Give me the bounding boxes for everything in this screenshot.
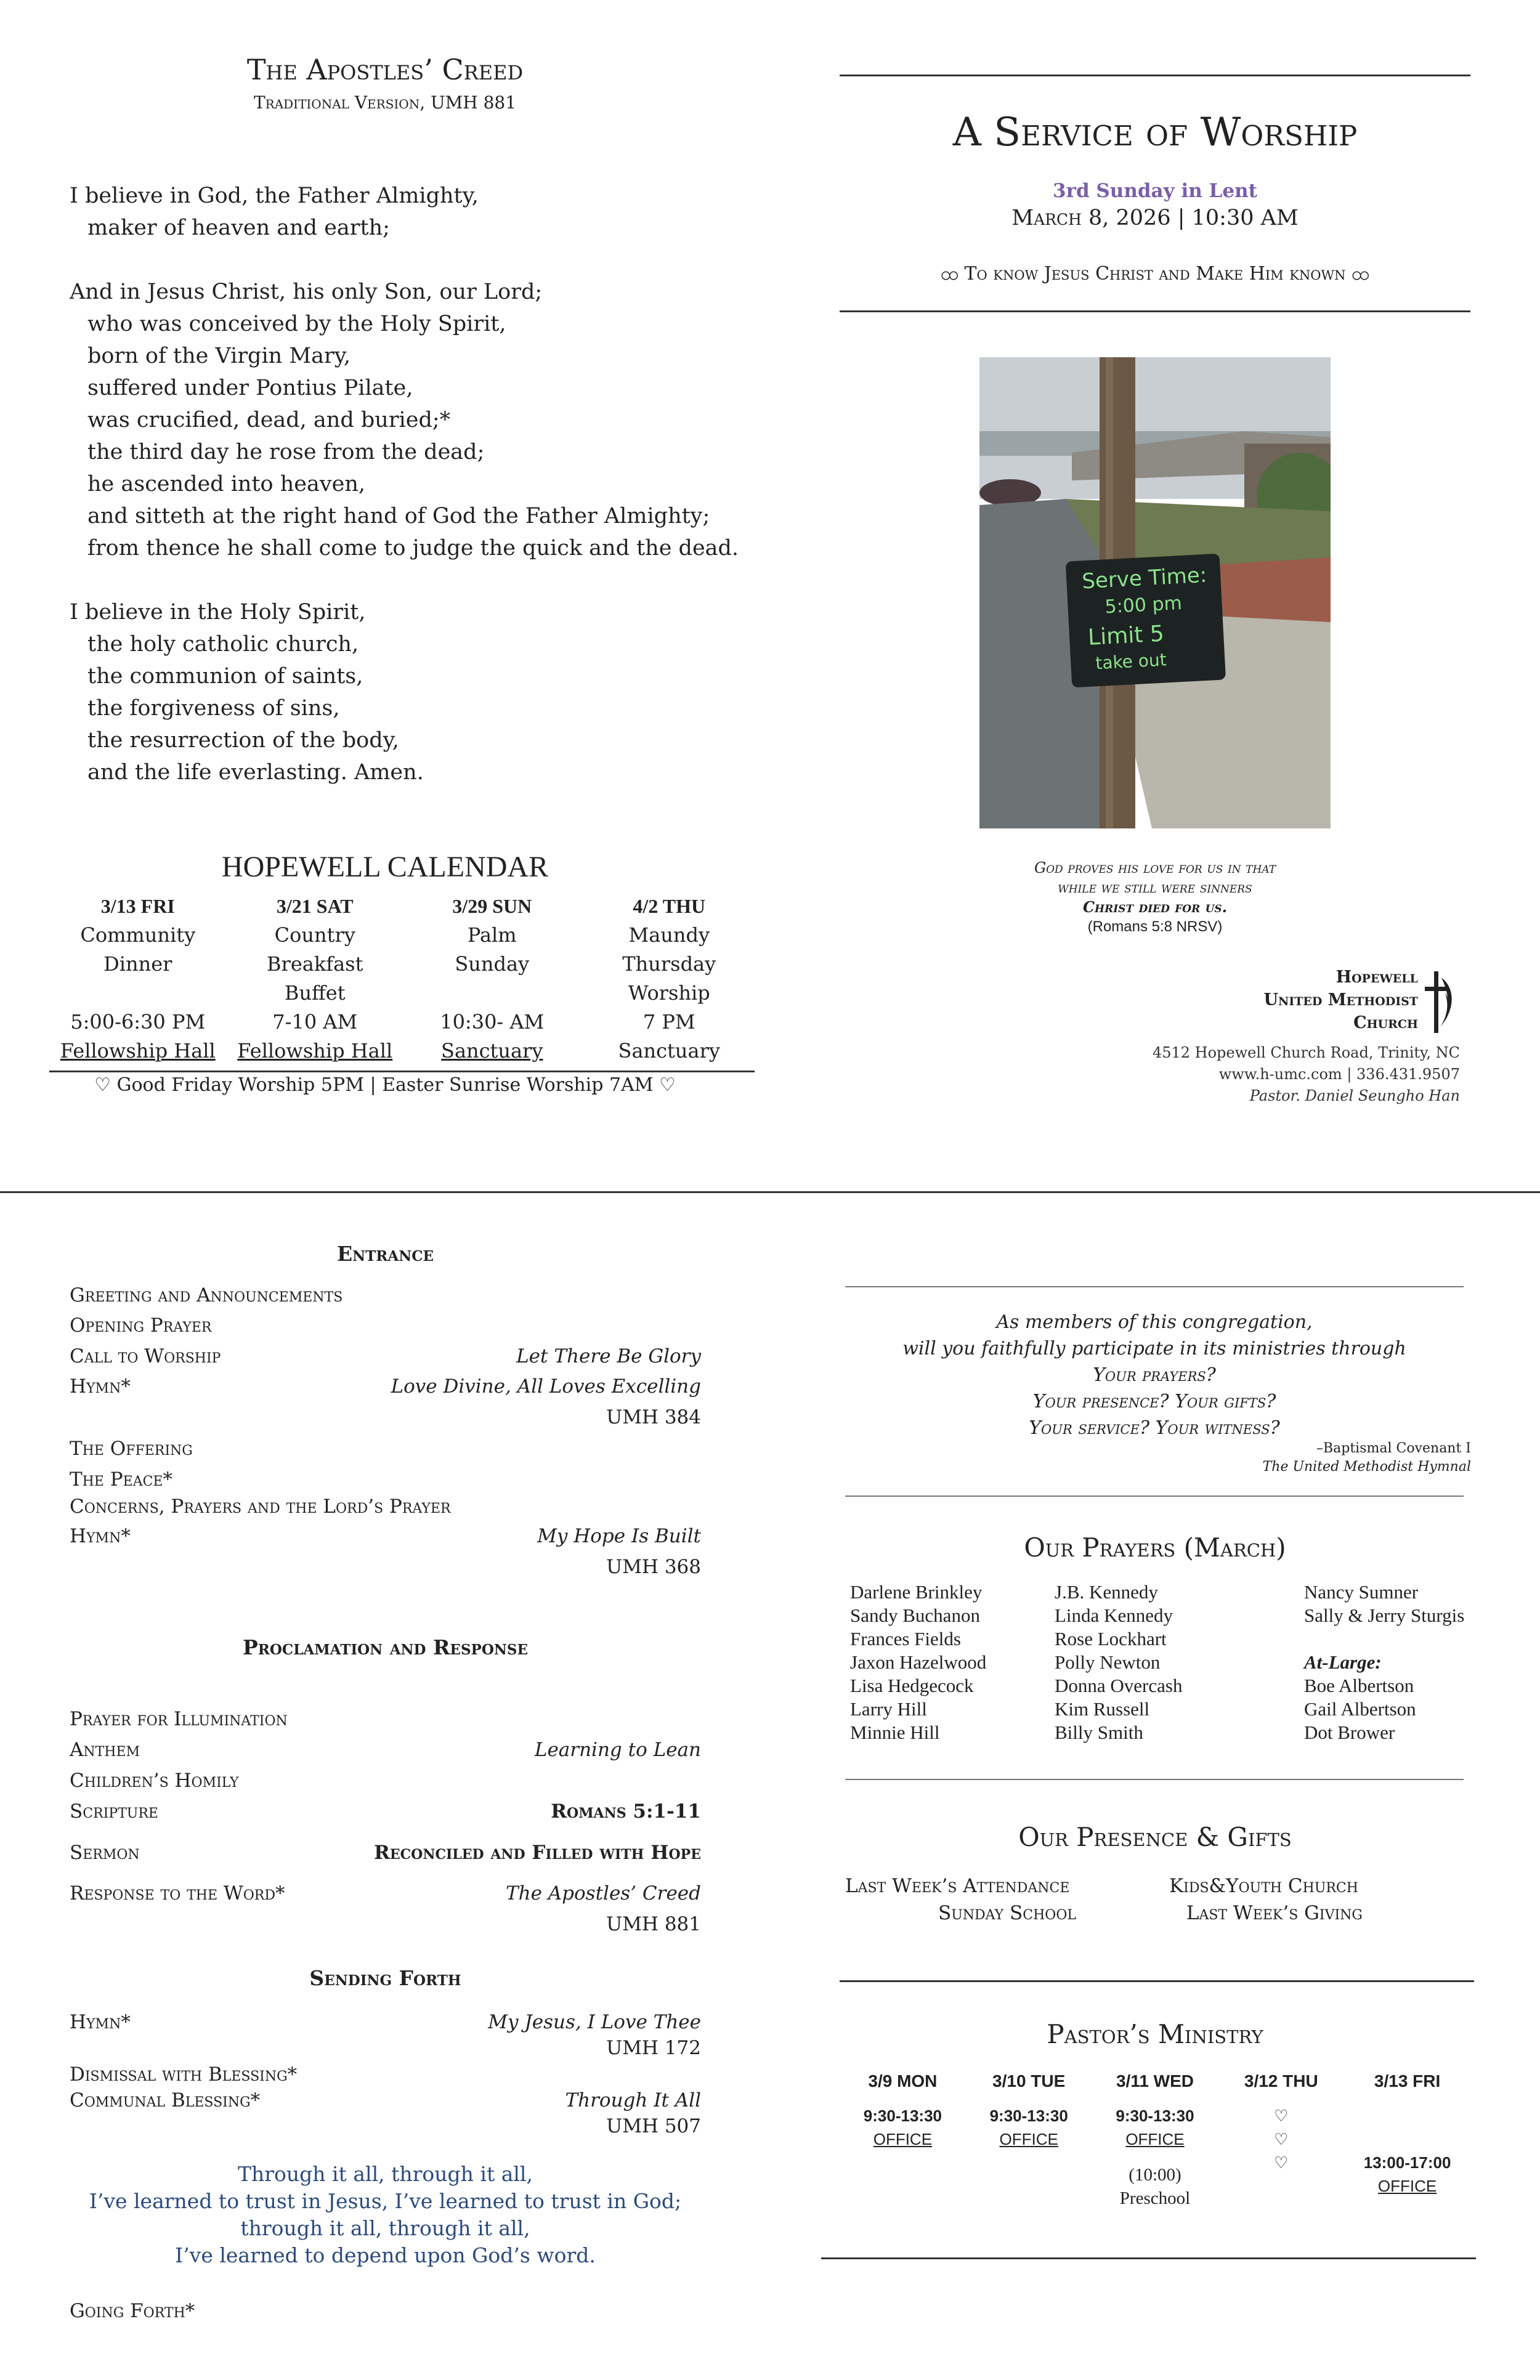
presence-divider: [840, 1980, 1474, 1982]
cover-date: March 8, 2026 | 10:30 AM: [1011, 206, 1299, 230]
event-line: Sunday: [455, 952, 530, 976]
ministry-title: Pastor’s Ministry: [1047, 2019, 1263, 2049]
cover-photo: [979, 357, 1331, 828]
cover-sunday: 3rd Sunday in Lent: [1053, 180, 1257, 202]
creed-line: the forgiveness of sins,: [87, 696, 340, 721]
church-name-line: Church: [1353, 1013, 1418, 1032]
prayer-name: Donna Overcash: [1055, 1675, 1183, 1696]
section-entrance: Entrance: [336, 1242, 434, 1266]
calendar-footer: ♡ Good Friday Worship 5PM | Easter Sunrise Worship 7AM ♡: [94, 1074, 676, 1096]
hymn-number: UMH 172: [606, 2037, 701, 2059]
item-label: Scripture: [70, 1800, 158, 1823]
item-label: Prayer for Illumination: [70, 1708, 288, 1730]
ministry-day-label: 3/12 THU: [1244, 2071, 1318, 2091]
hymn-number: UMH 507: [606, 2115, 701, 2137]
covenant-line: As members of this congregation,: [996, 1311, 1313, 1333]
prayer-name: Rose Lockhart: [1055, 1628, 1167, 1649]
ministry-day: [1218, 2070, 1344, 2210]
item-label: Concerns, Prayers and the Lord’s Prayer: [70, 1496, 451, 1518]
creed-line: the holy catholic church,: [87, 632, 359, 657]
prayer-name: Gail Albertson: [1304, 1698, 1416, 1720]
creed-line: suffered under Pontius Pilate,: [87, 376, 413, 400]
item-label: Hymn*: [70, 2011, 131, 2033]
calendar-divider: [49, 1071, 755, 1072]
ministry-day-label: 3/9 MON: [868, 2071, 938, 2091]
creed-line: I believe in the Holy Spirit,: [70, 600, 366, 625]
event-line: Maundy: [628, 923, 710, 947]
covenant-divider-bottom: [845, 1496, 1464, 1497]
item-label: The Offering: [70, 1438, 193, 1460]
ministry-time: 9:30-13:30: [863, 2107, 942, 2125]
section-proclamation: Proclamation and Response: [242, 1635, 529, 1659]
item-label: Dismissal with Blessing*: [70, 2063, 298, 2086]
cover-divider-top: [840, 75, 1470, 76]
item-title: Reconciled and Filled with Hope: [374, 1842, 701, 1864]
prayer-name: Billy Smith: [1055, 1722, 1143, 1743]
covenant-attribution: [1047, 1439, 1471, 1476]
prayers-col-1: [850, 1581, 986, 1744]
prayer-name: Jaxon Hazelwood: [850, 1651, 987, 1673]
lyric-line: I’ve learned to depend upon God’s word.: [175, 2243, 596, 2267]
ministry-office: OFFICE: [873, 2130, 933, 2148]
item-label: Hymn*: [70, 1525, 131, 1547]
ministry-time: 13:00-17:00: [1363, 2153, 1451, 2172]
ministry-day: [840, 2070, 966, 2210]
creed-line: maker of heaven and earth;: [87, 216, 390, 240]
prayer-name: Lisa Hedgecock: [850, 1675, 974, 1696]
prayer-name: Sandy Buchanon: [850, 1605, 980, 1626]
lyric-line: through it all, through it all,: [240, 2216, 530, 2240]
creed-line: and the life everlasting. Amen.: [87, 760, 424, 785]
event-line: Palm: [467, 923, 517, 947]
event-line: Breakfast: [267, 952, 363, 976]
prayer-name: Dot Brower: [1304, 1722, 1395, 1743]
ministry-extra: (10:00): [1129, 2165, 1181, 2185]
item-title: My Jesus, I Love Thee: [488, 2011, 701, 2033]
creed-line: born of the Virgin Mary,: [87, 344, 351, 368]
closing-lyrics: [70, 2161, 701, 2269]
event-time: 10:30- AM: [440, 1010, 545, 1034]
prayer-name: Linda Kennedy: [1055, 1605, 1173, 1626]
item-label: Opening Prayer: [70, 1314, 212, 1337]
ministry-day-label: 3/11 WED: [1116, 2071, 1194, 2091]
ministry-day-label: 3/10 TUE: [992, 2071, 1066, 2091]
church-address: 4512 Hopewell Church Road, Trinity, NC: [1152, 1044, 1460, 1061]
calendar-event: [581, 892, 758, 1066]
event-place: Fellowship Hall: [237, 1039, 393, 1062]
event-date: 4/2 THU: [633, 895, 706, 917]
creed-line: was crucified, dead, and buried;*: [87, 408, 451, 432]
giving-label: Last Week’s Giving: [1186, 1902, 1363, 1924]
church-pastor: Pastor. Daniel Seungho Han: [1249, 1087, 1460, 1104]
item-label: Going Forth*: [70, 2300, 195, 2322]
prayer-name: Sally & Jerry Sturgis: [1304, 1605, 1465, 1626]
event-line: Buffet: [284, 981, 346, 1005]
covenant-source: –Baptismal Covenant I: [1316, 1441, 1471, 1456]
ministry-day-label: 3/13 FRI: [1374, 2071, 1441, 2091]
item-label: Sermon: [70, 1842, 140, 1864]
event-date: 3/29 SUN: [452, 895, 532, 917]
calendar-title: HOPEWELL CALENDAR: [221, 851, 549, 883]
prayers-title: Our Prayers (March): [1024, 1532, 1286, 1563]
sign-line-1: Serve Time:: [1081, 562, 1208, 594]
item-title: Love Divine, All Loves Excelling: [391, 1375, 701, 1398]
creed-line: the resurrection of the body,: [87, 728, 399, 753]
ministry-time: 9:30-13:30: [989, 2107, 1068, 2125]
prayer-name: J.B. Kennedy: [1055, 1581, 1158, 1603]
prayer-name: Kim Russell: [1055, 1698, 1150, 1720]
ministry-day: [1092, 2070, 1218, 2210]
prayer-name: Darlene Brinkley: [850, 1581, 983, 1603]
event-place: Fellowship Hall: [60, 1039, 216, 1062]
calendar-event: [49, 892, 227, 1066]
event-place: Sanctuary: [441, 1039, 543, 1062]
event-date: 3/13 FRI: [100, 895, 175, 917]
item-label: Communal Blessing*: [70, 2089, 261, 2111]
church-name-line: Hopewell: [1335, 968, 1418, 987]
cross-and-flame-icon: [1423, 968, 1460, 1036]
lyric-line: Through it all, through it all,: [238, 2162, 533, 2186]
item-label: Call to Worship: [70, 1345, 221, 1367]
event-date: 3/21 SAT: [276, 895, 354, 917]
creed-line: who was conceived by the Holy Spirit,: [87, 312, 506, 336]
ministry-day: [1344, 2070, 1470, 2210]
hymn-number: UMH 881: [606, 1913, 701, 1935]
church-web: www.h-umc.com | 336.431.9507: [1218, 1066, 1460, 1083]
creed-line: the communion of saints,: [87, 664, 363, 689]
prayer-name: Polly Newton: [1055, 1651, 1161, 1673]
creed-line: I believe in God, the Father Almighty,: [70, 184, 479, 208]
item-label: The Peace*: [70, 1468, 172, 1491]
heart-icon: ♡: [1274, 2130, 1289, 2148]
ministry-office: OFFICE: [1125, 2130, 1185, 2148]
prayer-name: Minnie Hill: [850, 1722, 940, 1743]
hymn-number: UMH 384: [606, 1406, 701, 1428]
prayer-name: Larry Hill: [850, 1698, 927, 1720]
cover-divider-bottom: [840, 310, 1470, 312]
page-split-divider: [0, 1191, 1540, 1193]
ministry-schedule: [840, 2070, 1470, 2210]
calendar-grid: [49, 892, 758, 1066]
cover-verse: [840, 858, 1470, 937]
covenant-divider-top: [845, 1286, 1464, 1287]
creed-title: The Apostles’ Creed: [246, 53, 524, 86]
item-title: Learning to Lean: [534, 1739, 701, 1761]
event-place: Sanctuary: [618, 1039, 720, 1062]
item-title: My Hope Is Built: [537, 1525, 701, 1547]
event-time: 5:00-6:30 PM: [70, 1010, 206, 1034]
item-label: Greeting and Announcements: [70, 1284, 343, 1306]
ministry-time: 9:30-13:30: [1116, 2107, 1194, 2125]
prayers-col-3: [1304, 1581, 1464, 1744]
sign-line-2: 5:00 pm: [1104, 592, 1183, 618]
prayers-col-2: [1055, 1581, 1182, 1744]
ministry-office: OFFICE: [1377, 2177, 1437, 2195]
event-line: [403, 979, 581, 1008]
event-line: Worship: [628, 981, 710, 1005]
ministry-office: OFFICE: [999, 2130, 1058, 2148]
covenant-line: will you faithfully participate in its ministries through: [902, 1338, 1406, 1359]
event-time: 7-10 AM: [272, 1010, 358, 1034]
creed-line: he ascended into heaven,: [87, 472, 365, 496]
event-line: Dinner: [103, 952, 172, 976]
calendar-event: [227, 892, 404, 1066]
sunday-school-label: Sunday School: [938, 1902, 1076, 1924]
item-label: Response to the Word*: [70, 1882, 285, 1904]
creed-line: And in Jesus Christ, his only Son, our Lord;: [70, 280, 543, 304]
event-line: Thursday: [622, 952, 716, 976]
presence-title: Our Presence & Gifts: [1018, 1822, 1292, 1852]
ministry-day: [966, 2070, 1092, 2210]
item-title: Romans 5:1-11: [551, 1800, 701, 1823]
heart-icon: ♡: [1274, 2153, 1289, 2172]
heart-icon: ♡: [1274, 2107, 1289, 2125]
creed-line: the third day he rose from the dead;: [87, 440, 485, 464]
ministry-extra: Preschool: [1119, 2188, 1191, 2208]
at-large-label: At-Large:: [1304, 1651, 1382, 1673]
attendance-label: Last Week’s Attendance: [845, 1875, 1070, 1897]
hymn-number: UMH 368: [606, 1556, 701, 1578]
creed-line: and sitteth at the right hand of God the Father Almighty;: [87, 504, 710, 528]
creed-subtitle: Traditional Version, UMH 881: [253, 92, 517, 113]
item-label: Anthem: [70, 1739, 140, 1761]
item-label: Hymn*: [70, 1375, 131, 1398]
calendar-event: [403, 892, 581, 1066]
church-name-line: United Methodist: [1263, 990, 1418, 1010]
lyric-line: I’ve learned to trust in Jesus, I’ve learned to trust in God;: [89, 2189, 682, 2213]
event-time: 7 PM: [642, 1010, 695, 1034]
item-label: Children’s Homily: [70, 1770, 239, 1792]
verse-line: God proves his love for us in that: [1034, 859, 1276, 876]
sign-line-3: Limit 5: [1087, 621, 1165, 650]
covenant-line: Your presence? Your gifts?: [1032, 1391, 1276, 1412]
section-sending: Sending Forth: [309, 1966, 461, 1990]
verse-reference: (Romans 5:8 NRSV): [1087, 918, 1223, 935]
sign-line-4: take out: [1095, 649, 1167, 674]
creed-text: [70, 180, 739, 788]
cover-title: A Service of Worship: [952, 110, 1358, 155]
church-name: [1158, 966, 1418, 1034]
kids-youth-label: Kids&Youth Church: [1169, 1875, 1358, 1897]
verse-line: Christ died for us.: [1082, 898, 1228, 916]
ministry-divider: [821, 2257, 1476, 2259]
verse-line: while we still were sinners: [1058, 879, 1252, 896]
cover-mission: ထ To know Jesus Christ and Make Him known ထ: [941, 263, 1369, 285]
event-line: Community: [80, 923, 196, 947]
event-line: [49, 979, 227, 1008]
covenant-line: Your prayers?: [1093, 1364, 1216, 1386]
covenant-hymnal: The United Methodist Hymnal: [1262, 1459, 1471, 1475]
prayer-name: Nancy Sumner: [1304, 1581, 1419, 1603]
covenant-line: Your service? Your witness?: [1029, 1417, 1280, 1439]
prayer-name: Boe Albertson: [1304, 1675, 1414, 1696]
item-title: Let There Be Glory: [516, 1345, 701, 1367]
prayers-divider: [845, 1779, 1464, 1780]
item-title: The Apostles’ Creed: [505, 1882, 701, 1904]
creed-line: from thence he shall come to judge the quick and the dead.: [87, 536, 739, 561]
church-info: [1047, 1042, 1460, 1107]
covenant-text: [845, 1309, 1464, 1441]
event-line: Country: [274, 923, 355, 947]
prayer-name: Frances Fields: [850, 1628, 961, 1649]
item-title: Through It All: [565, 2089, 701, 2111]
